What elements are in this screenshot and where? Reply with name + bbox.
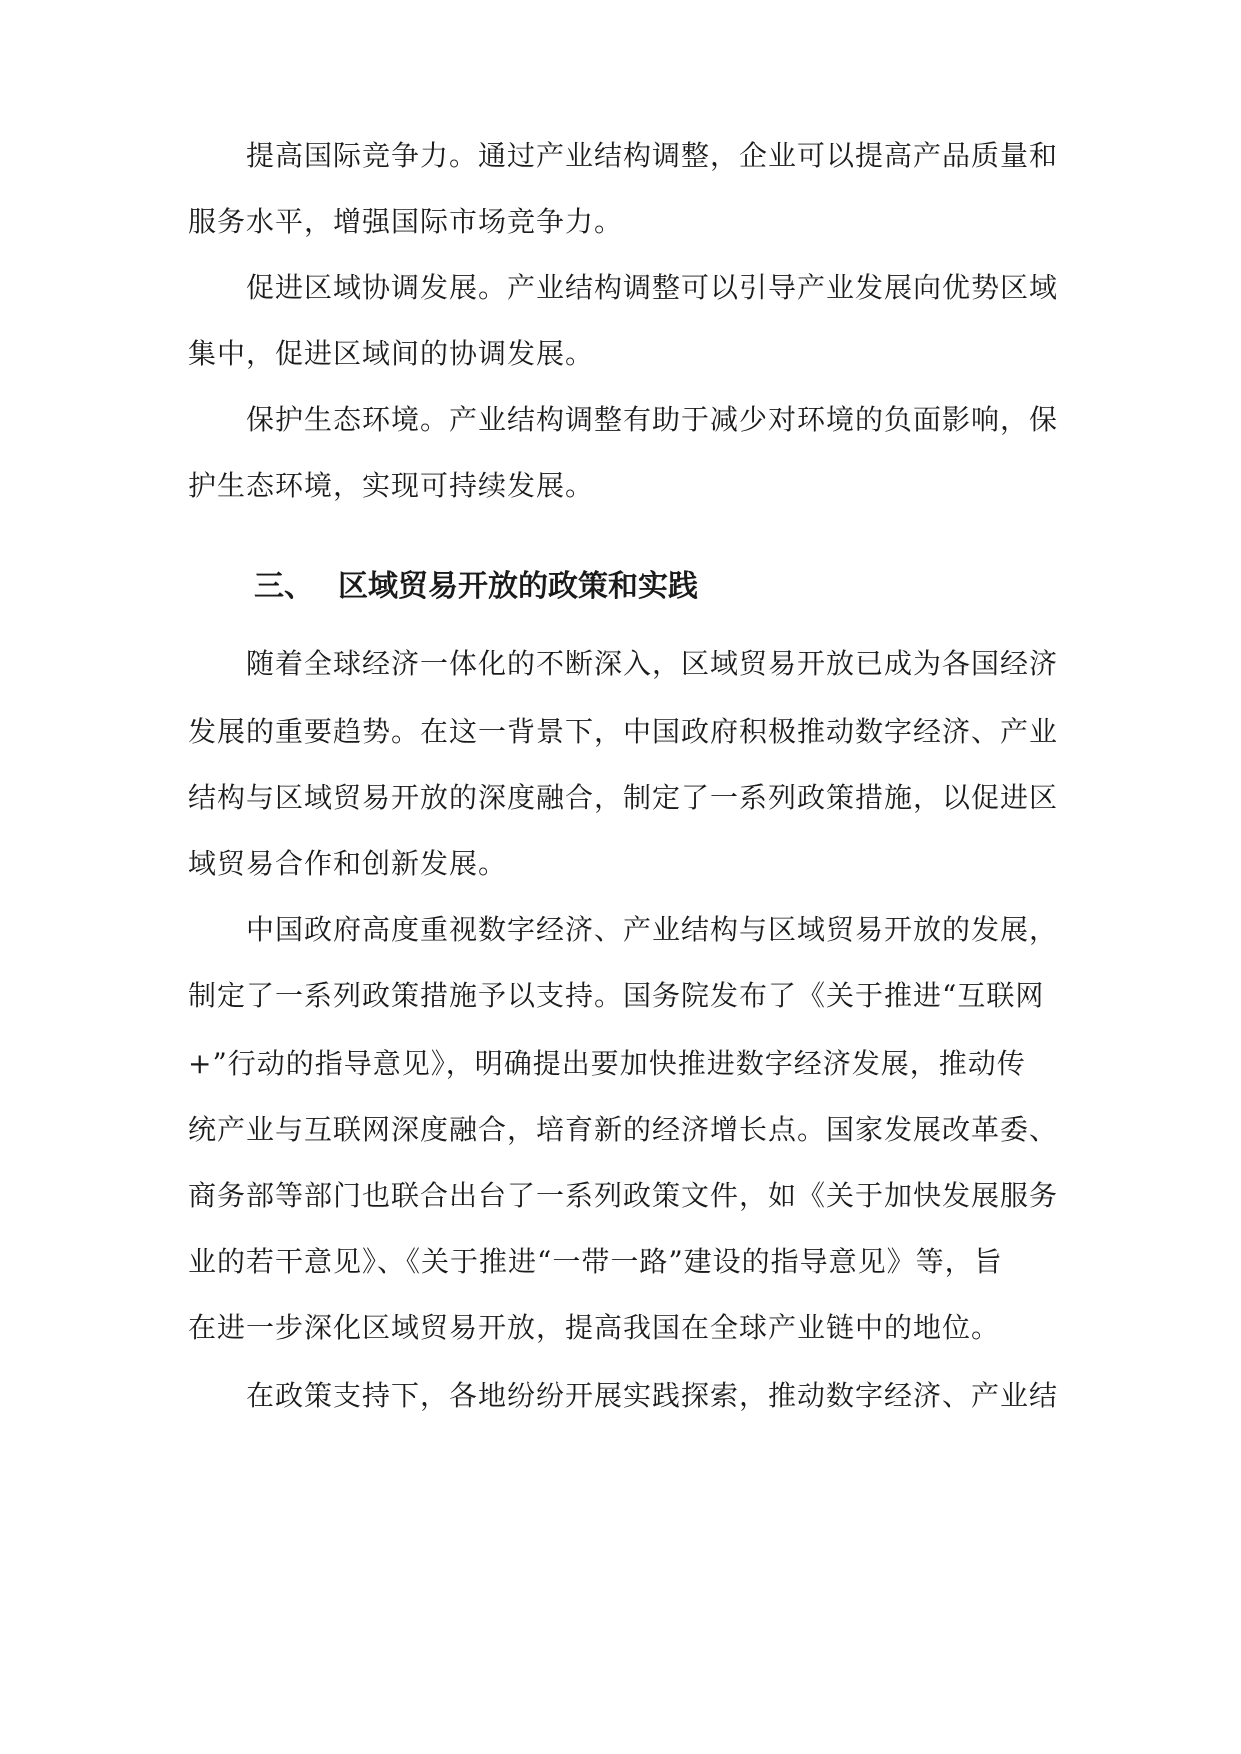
paragraph-line: 统产业与互联网深度融合，培育新的经济增长点。国家发展改革委、 [188,1113,1059,1146]
paragraph-line: 制定了一系列政策措施予以支持。国务院发布了《关于推进“互联网 [188,979,1045,1012]
paragraph-line: 中国政府高度重视数字经济、产业结构与区域贸易开放的发展， [246,913,1059,946]
paragraph-line: 结构与区域贸易开放的深度融合，制定了一系列政策措施，以促进区 [188,781,1059,814]
paragraph-line: 促进区域协调发展。产业结构调整可以引导产业发展向优势区域 [246,271,1059,304]
paragraph-line: +”行动的指导意见》，明确提出要加快推进数字经济发展，推动传 [188,1047,1026,1080]
paragraph-line: 业的若干意见》、《关于推进“一带一路”建设的指导意见》等，旨 [188,1245,1003,1278]
paragraph-line: 护生态环境，实现可持续发展。 [188,469,595,502]
paragraph-line: 保护生态环境。产业结构调整有助于减少对环境的负面影响，保 [246,403,1059,436]
section-heading [254,566,698,608]
section-heading-number: 三、 [254,569,314,604]
paragraph-line: 随着全球经济一体化的不断深入，区域贸易开放已成为各国经济 [246,647,1059,680]
paragraph-line: 服务水平，增强国际市场竞争力。 [188,205,624,238]
paragraph-line: 商务部等部门也联合出台了一系列政策文件，如《关于加快发展服务 [188,1179,1059,1212]
paragraph-line: 提高国际竞争力。通过产业结构调整，企业可以提高产品质量和 [246,139,1059,172]
paragraph-line: 发展的重要趋势。在这一背景下，中国政府积极推动数字经济、产业 [188,715,1059,748]
paragraph-line: 在政策支持下，各地纷纷开展实践探索，推动数字经济、产业结 [246,1379,1059,1412]
paragraph-line: 在进一步深化区域贸易开放，提高我国在全球产业链中的地位。 [188,1311,1001,1344]
paragraph-line: 域贸易合作和创新发展。 [188,847,508,880]
paragraph-line: 集中，促进区域间的协调发展。 [188,337,595,370]
section-heading-title: 区域贸易开放的政策和实践 [338,569,698,604]
